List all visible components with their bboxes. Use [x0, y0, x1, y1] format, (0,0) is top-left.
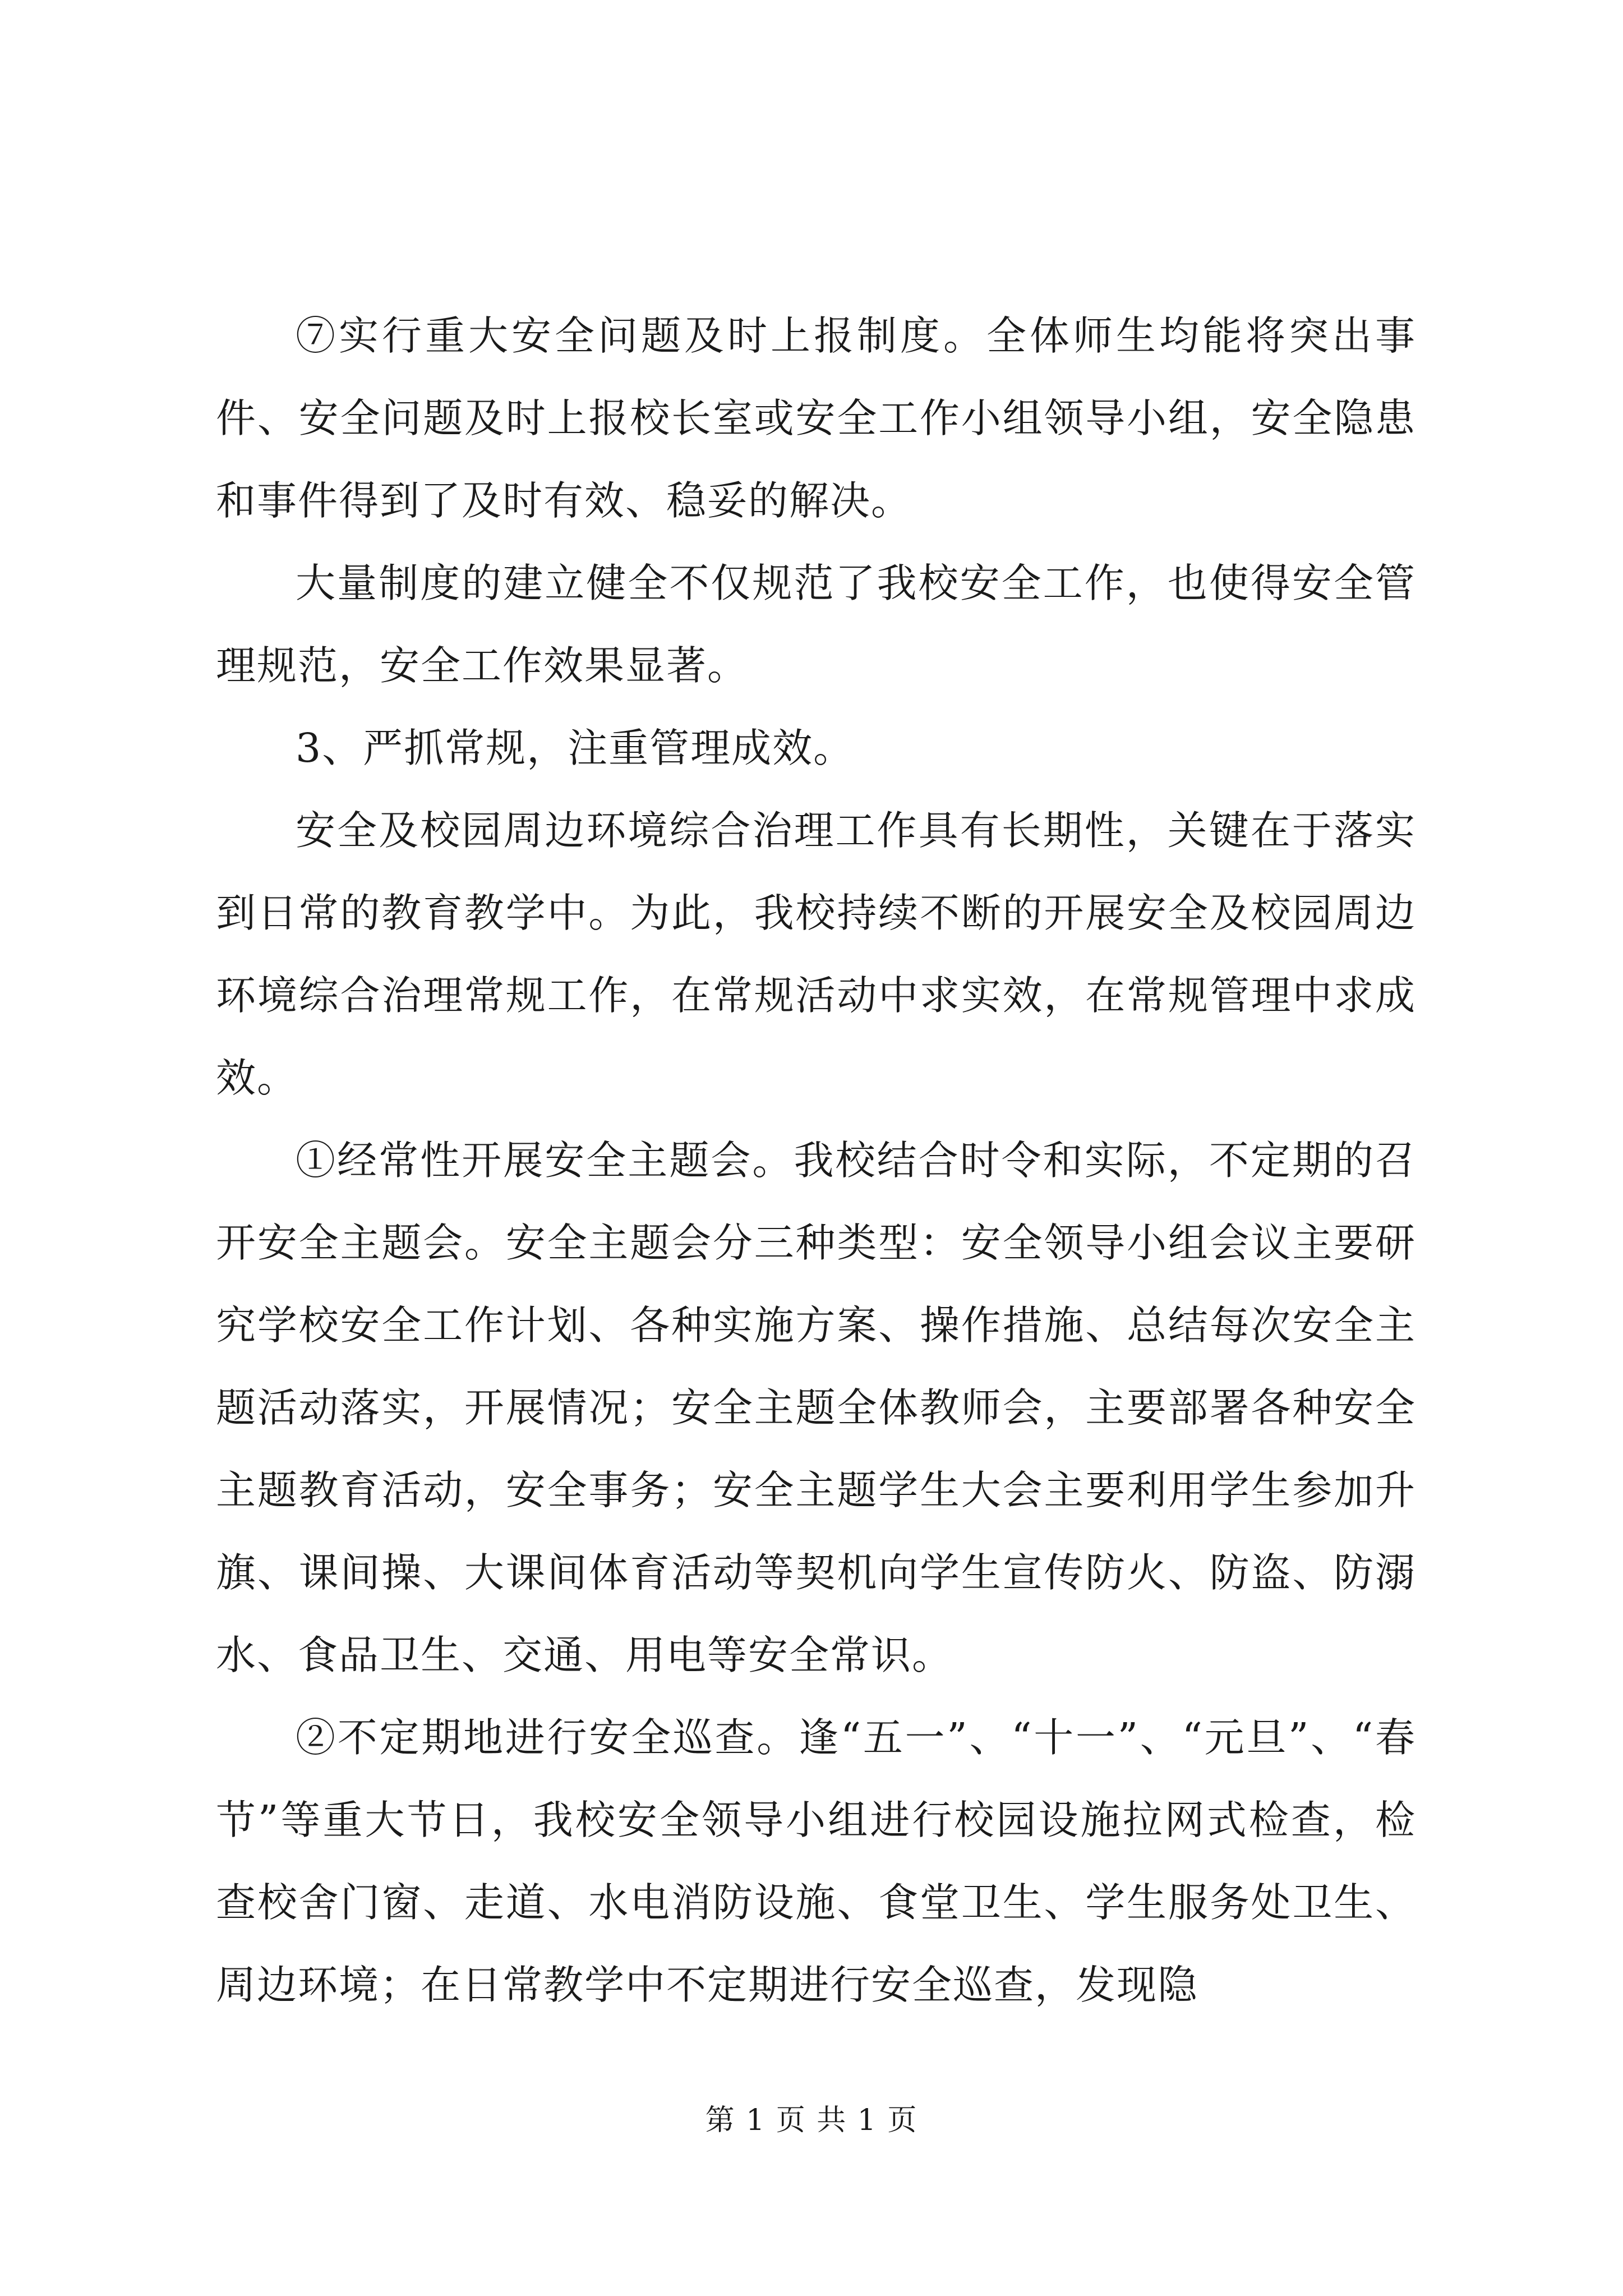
paragraph: 3、严抓常规，注重管理成效。	[296, 725, 855, 771]
paragraph: 大量制度的建立健全不仅规范了我校安全工作，也使得安全管理规范，安全工作效果显著。	[216, 560, 1416, 689]
paragraph: ②不定期地进行安全巡查。逢“五一”、“十一”、“元旦”、“春节”等重大节日，我校安全领导小组进行校园设施拉网式检查，检查校舍门窗、走道、水电消防设施、食堂卫生、学生服务处卫生、周边环境；在日常教学中不定期进行安全巡查，发现隐	[216, 1714, 1416, 2008]
page-number-footer: 第 1 页 共 1 页	[705, 2104, 918, 2137]
paragraph: ①经常性开展安全主题会。我校结合时令和实际，不定期的召开安全主题会。安全主题会分三种类型：安全领导小组会议主要研究学校安全工作计划、各种实施方案、操作措施、总结每次安全主题活动落实，开展情况；安全主题全体教师会，主要部署各种安全主题教育活动，安全事务；安全主题学生大会主要利用学生参加升旗、课间操、大课间体育活动等契机向学生宣传防火、防盗、防溺水、食品卫生、交通、用电等安全常识。	[216, 1137, 1416, 1678]
document-body	[216, 295, 1416, 2026]
paragraph: ⑦实行重大安全问题及时上报制度。全体师生均能将突出事件、安全问题及时上报校长室或安全工作小组领导小组，安全隐患和事件得到了及时有效、稳妥的解决。	[216, 312, 1416, 524]
paragraph: 安全及校园周边环境综合治理工作具有长期性，关键在于落实到日常的教育教学中。为此，我校持续不断的开展安全及校园周边环境综合治理常规工作，在常规活动中求实效，在常规管理中求成效。	[216, 807, 1416, 1101]
